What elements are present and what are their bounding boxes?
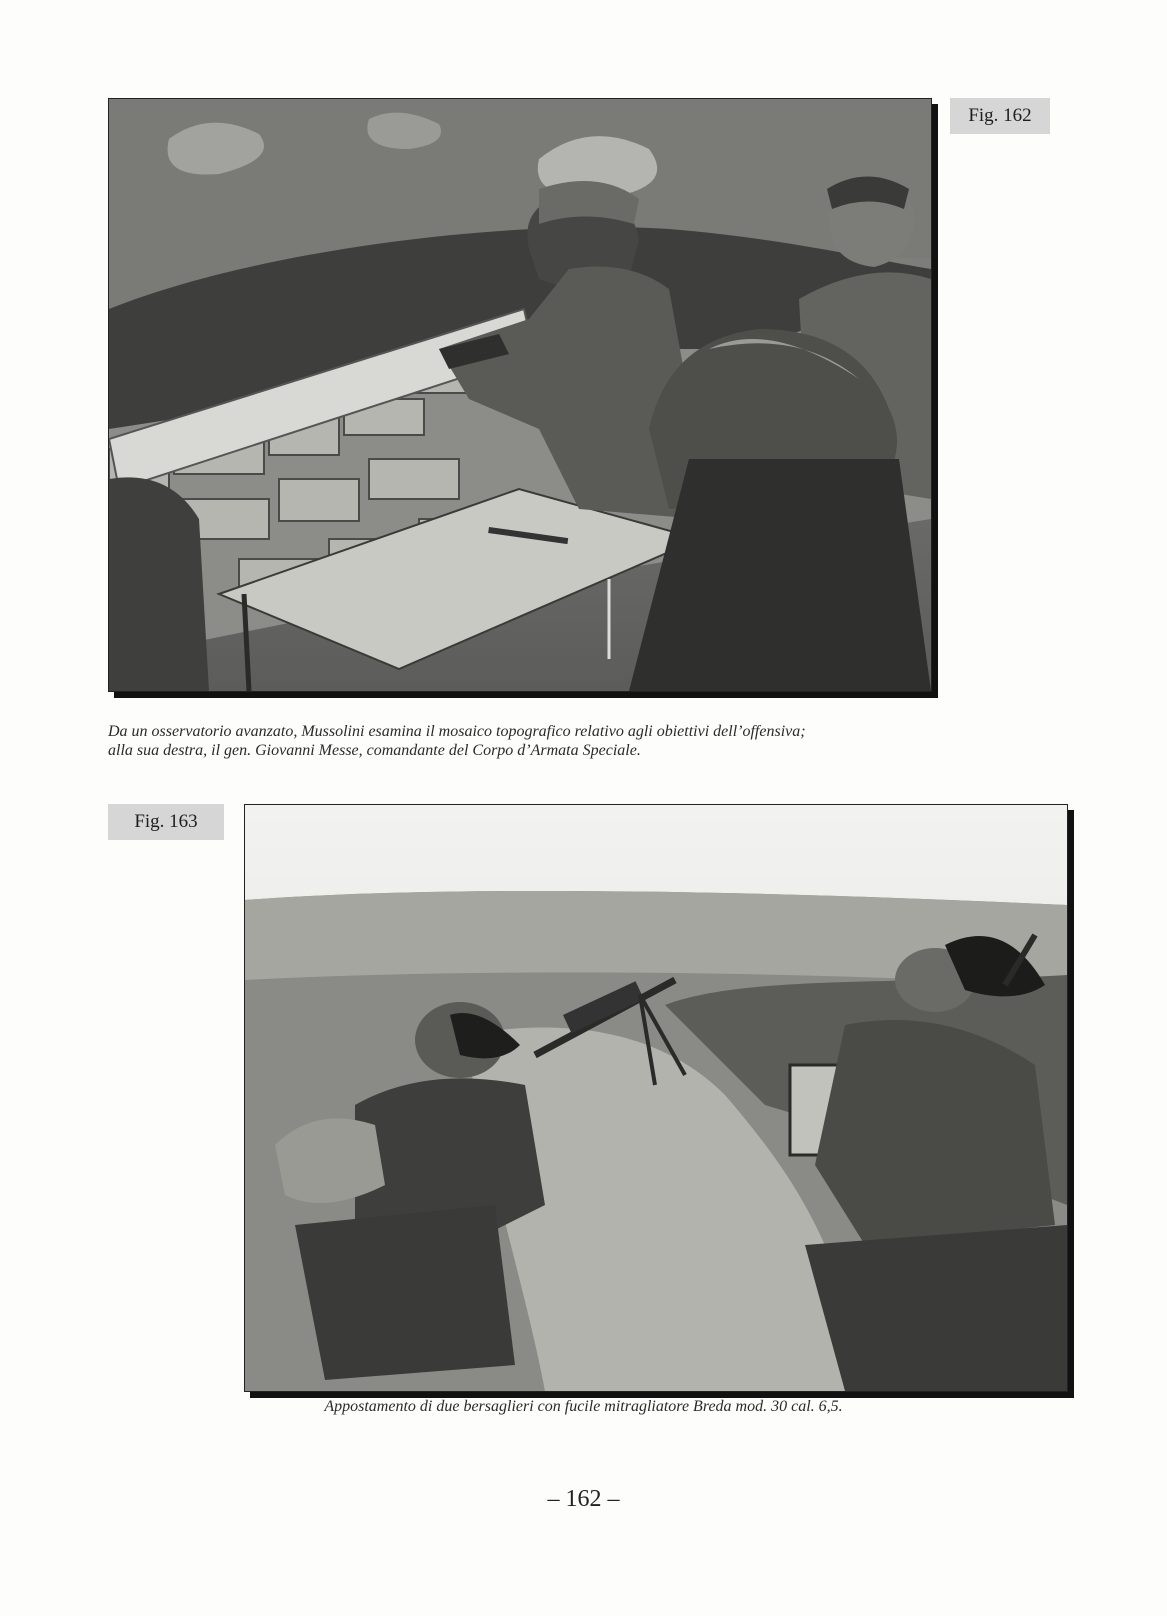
figure-162-caption-line-1: Da un osservatorio avanzato, Mussolini esamina il mosaico topografico relativo agli obiettivi dell’offensiva; (108, 723, 806, 740)
figure-163-photo (244, 804, 1068, 1392)
figure-162-label: Fig. 162 (950, 98, 1050, 134)
figure-162-photo (108, 98, 932, 692)
figure-162-caption-line-2: alla sua destra, il gen. Giovanni Messe, comandante del Corpo d’Armata Speciale. (108, 742, 641, 759)
figure-163-caption: Appostamento di due bersaglieri con fucile mitragliatore Breda mod. 30 cal. 6,5. (324, 1398, 843, 1415)
page-number: – 162 – (547, 1486, 620, 1512)
figure-163-image (245, 805, 1067, 1391)
figure-162-caption (108, 722, 988, 760)
figure-162-image (109, 99, 931, 691)
figure-163-label: Fig. 163 (108, 804, 224, 840)
